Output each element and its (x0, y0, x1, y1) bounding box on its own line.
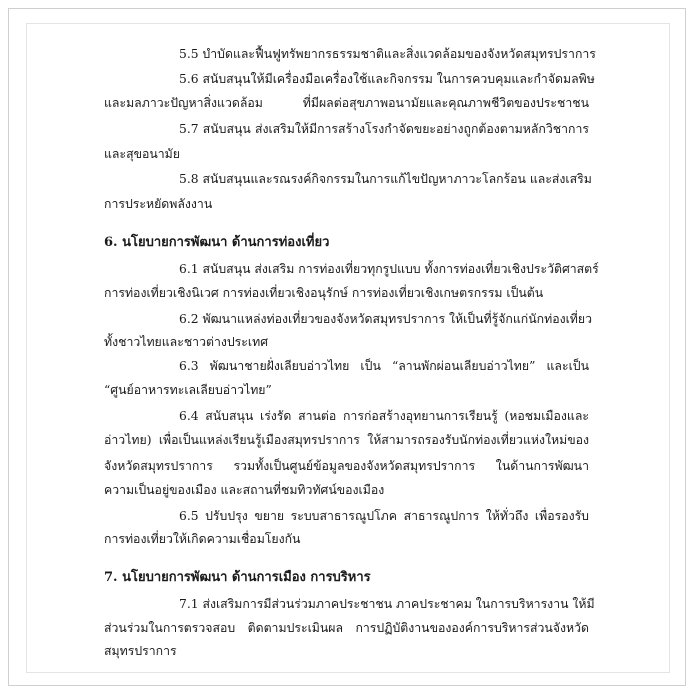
item-6-4-cont-1: อ่าวไทย) เพื่อเป็นแหล่งเรียนรู้เมืองสมุทรปราการ ให้สามารถรองรับนักท่องเที่ยวแห่งใหม่ของ (104, 433, 589, 447)
item-6-5-cont: การท่องเที่ยวให้เกิดความเชื่อมโยงกัน (104, 532, 301, 546)
section-6-heading: 6. นโยบายการพัฒนา ด้านการท่องเที่ยว (104, 235, 330, 250)
item-5-7: 5.7 สนับสนุน ส่งเสริมให้มีการสร้างโรงกำจัดขยะอย่างถูกต้องตามหลักวิชาการ (179, 122, 589, 136)
item-7-1: 7.1 ส่งเสริมการมีส่วนร่วมภาคประชาชน ภาคประชาคม ในการบริหารงาน ให้มี (179, 597, 595, 611)
item-6-3: 6.3 พัฒนาชายฝั่งเลียบอ่าวไทย เป็น “ลานพักผ่อนเลียบอ่าวไทย” และเป็น (179, 359, 589, 373)
item-6-4-cont-3: ความเป็นอยู่ของเมือง และสถานที่ชมทิวทัศน์ของเมือง (104, 483, 385, 497)
item-6-2: 6.2 พัฒนาแหล่งท่องเที่ยวของจังหวัดสมุทรปราการ ให้เป็นที่รู้จักแก่นักท่องเที่ยว (179, 312, 593, 326)
item-6-3-cont: “ศูนย์อาหารทะเลเลียบอ่าวไทย” (104, 383, 272, 397)
item-5-8-cont: การประหยัดพลังงาน (104, 197, 213, 211)
item-5-5: 5.5 บำบัดและฟื้นฟูทรัพยากรธรรมชาติและสิ่งแวดล้อมของจังหวัดสมุทรปราการ (179, 47, 596, 61)
item-6-5: 6.5 ปรับปรุง ขยาย ระบบสาธารณูปโภค สาธารณูปการ ให้ทั่วถึง เพื่อรองรับ (179, 509, 589, 523)
item-5-7-cont: และสุขอนามัย (104, 147, 180, 161)
item-6-2-cont: ทั้งชาวไทยและชาวต่างประเทศ (104, 335, 269, 349)
item-6-1-cont: การท่องเที่ยวเชิงนิเวศ การท่องเที่ยวเชิงอนุรักษ์ การท่องเที่ยวเชิงเกษตรกรรม เป็นต้น (104, 286, 544, 300)
item-6-1: 6.1 สนับสนุน ส่งเสริม การท่องเที่ยวทุกรูปแบบ ทั้งการท่องเที่ยวเชิงประวัติศาสตร์ (179, 262, 599, 276)
item-6-4: 6.4 สนับสนุน เร่งรัด สานต่อ การก่อสร้างอุทยานการเรียนรู้ (หอชมเมืองและ (179, 409, 589, 423)
item-6-4-cont-2: จังหวัดสมุทรปราการ รวมทั้งเป็นศูนย์ข้อมูลของจังหวัดสมุทรปราการ ในด้านการพัฒนา (104, 459, 589, 473)
item-5-6-cont: และมลภาวะปัญหาสิ่งแวดล้อม ที่มีผลต่อสุขภาพอนามัยและคุณภาพชีวิตของประชาชน (104, 96, 589, 110)
section-7-heading: 7. นโยบายการพัฒนา ด้านการเมือง การบริหาร (104, 570, 371, 585)
item-7-1-cont-2: สมุทรปราการ (104, 644, 177, 658)
item-5-6: 5.6 สนับสนุนให้มีเครื่องมือเครื่องใช้และกิจกรรม ในการควบคุมและกำจัดมลพิษ (179, 72, 595, 86)
item-7-1-cont-1: ส่วนร่วมในการตรวจสอบ ติดตามประเมินผล การปฏิบัติงานขององค์การบริหารส่วนจังหวัด (104, 621, 589, 635)
item-5-8: 5.8 สนับสนุนและรณรงค์กิจกรรมในการแก้ไขปัญหาภาวะโลกร้อน และส่งเสริม (179, 172, 592, 186)
